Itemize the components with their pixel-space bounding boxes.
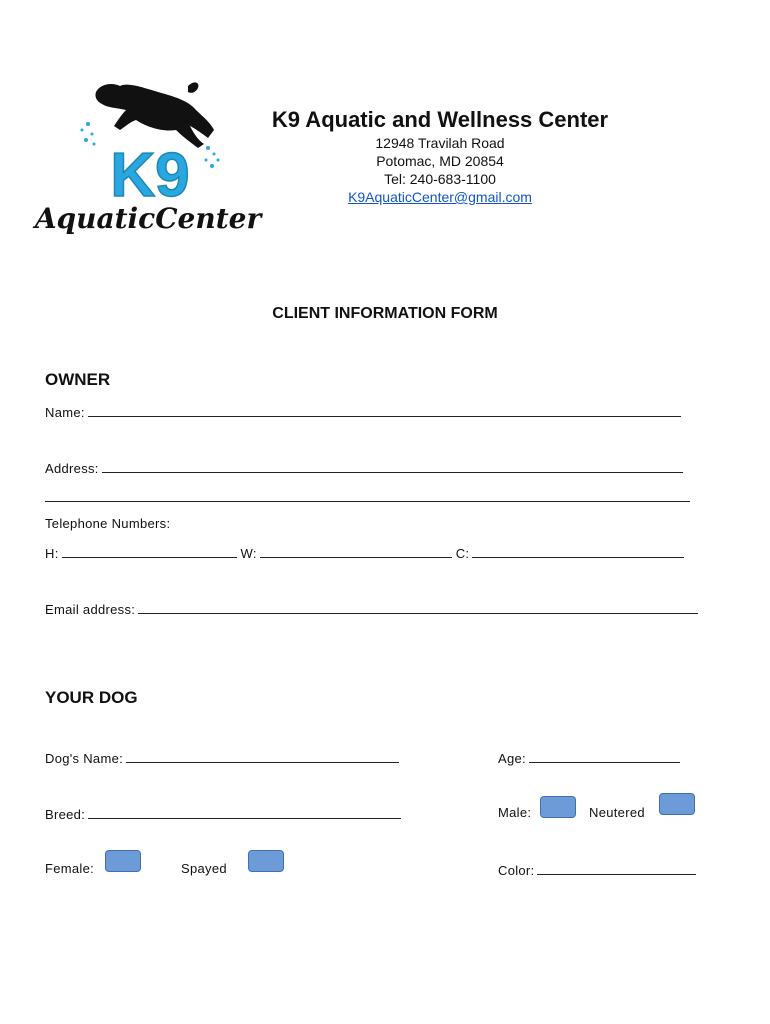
dog-breed-label: Breed: (45, 807, 86, 822)
cell-phone-label: C: (455, 546, 470, 561)
org-name: K9 Aquatic and Wellness Center (271, 107, 609, 132)
female-checkbox[interactable] (105, 850, 141, 872)
spayed-label: Spayed (181, 861, 227, 876)
logo-k9-text: K9 (110, 141, 190, 210)
owner-name-label: Name: (45, 405, 85, 420)
owner-name-field[interactable] (88, 403, 681, 417)
owner-address-field-2[interactable] (45, 488, 690, 502)
telephone-row (45, 544, 684, 561)
owner-address-field-1[interactable] (102, 459, 683, 473)
dog-name-label: Dog's Name: (45, 751, 124, 766)
dog-age-field[interactable] (529, 749, 680, 763)
dog-breed-field[interactable] (88, 805, 401, 819)
female-label: Female: (45, 861, 95, 876)
dog-age-label: Age: (498, 751, 526, 766)
owner-email-row (45, 600, 698, 617)
owner-email-label: Email address: (45, 602, 136, 617)
owner-address-row (45, 459, 683, 476)
email-link[interactable]: K9AquaticCenter@gmail.com (348, 189, 532, 205)
work-phone-field[interactable] (260, 544, 452, 558)
owner-name-row (45, 403, 681, 420)
home-phone-field[interactable] (62, 544, 237, 558)
dog-name-field[interactable] (126, 749, 399, 763)
owner-address-label: Address: (45, 461, 99, 476)
dog-color-label: Color: (498, 863, 535, 878)
dog-breed-row (45, 805, 401, 822)
work-phone-label: W: (240, 546, 257, 561)
spayed-checkbox[interactable] (248, 850, 284, 872)
owner-email-field[interactable] (138, 600, 698, 614)
male-label: Male: (498, 805, 532, 820)
male-checkbox[interactable] (540, 796, 576, 818)
cell-phone-field[interactable] (472, 544, 684, 558)
dog-color-row (498, 861, 696, 878)
dog-age-row (498, 749, 680, 766)
home-phone-label: H: (45, 546, 59, 561)
your-dog-heading: YOUR DOG (45, 688, 138, 707)
logo-aquatic-center-text: AquaticCenter (34, 202, 262, 235)
address-line-2: Potomac, MD 20854 (376, 153, 504, 169)
dog-color-field[interactable] (537, 861, 696, 875)
center-logo (34, 78, 262, 250)
form-title: CLIENT INFORMATION FORM (272, 305, 498, 322)
neutered-checkbox[interactable] (659, 793, 695, 815)
address-line-1: 12948 Travilah Road (375, 135, 505, 151)
telephone-label: Telephone Numbers: (45, 516, 171, 531)
owner-heading: OWNER (45, 370, 111, 389)
dog-name-row (45, 749, 399, 766)
phone-number: Tel: 240-683-1100 (384, 171, 496, 187)
dog-silhouette-icon (95, 84, 214, 148)
neutered-label: Neutered (589, 805, 645, 820)
